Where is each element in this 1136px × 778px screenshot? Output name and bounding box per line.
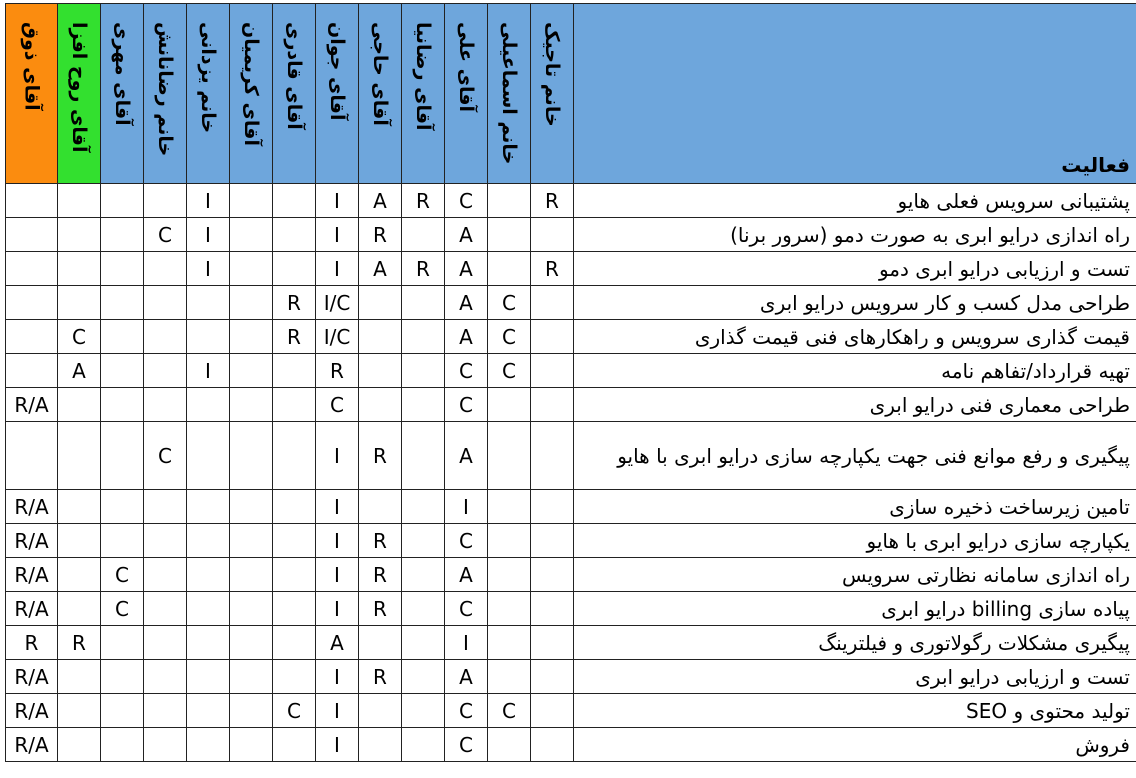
person-header: آقای مهری [101,4,144,184]
raci-cell [6,354,58,388]
raci-cell [101,184,144,218]
person-header: آقای قادری [273,4,316,184]
raci-cell: I [445,626,488,660]
raci-cell [230,184,273,218]
raci-cell [230,694,273,728]
raci-matrix [5,3,1136,762]
raci-cell [402,286,445,320]
raci-cell [531,694,574,728]
raci-cell [58,592,101,626]
table-row [6,660,1136,694]
activity-cell: پشتیبانی سرویس فعلی هایو [574,184,1136,218]
raci-cell [402,694,445,728]
raci-cell [101,320,144,354]
raci-cell [58,388,101,422]
raci-cell: C [488,694,531,728]
raci-cell [187,558,230,592]
raci-cell [187,592,230,626]
table-row [6,626,1136,660]
raci-cell [187,422,230,490]
raci-cell [6,320,58,354]
raci-cell [58,728,101,762]
raci-cell [230,626,273,660]
activity-cell: تست و ارزیابی درایو ابری دمو [574,252,1136,286]
raci-cell [273,218,316,252]
raci-cell [144,354,187,388]
activity-cell: پیگیری و رفع موانع فنی جهت یکپارچه سازی درایو ابری با هایو [574,422,1136,490]
raci-cell [187,320,230,354]
raci-cell: R [316,354,359,388]
raci-cell: R [6,626,58,660]
raci-cell: I [316,694,359,728]
raci-cell [273,422,316,490]
raci-cell [144,320,187,354]
activity-cell: طراحی معماری فنی درایو ابری [574,388,1136,422]
raci-cell [402,626,445,660]
raci-cell [273,184,316,218]
raci-cell: I/C [316,286,359,320]
raci-cell [488,252,531,286]
raci-cell: R [402,184,445,218]
raci-cell [144,184,187,218]
raci-cell: C [144,218,187,252]
raci-cell [230,524,273,558]
raci-cell [101,286,144,320]
raci-cell: A [445,660,488,694]
raci-cell [359,694,402,728]
raci-cell: A [359,184,402,218]
raci-cell [402,660,445,694]
raci-cell: A [445,252,488,286]
person-header: خانم رضانانش [144,4,187,184]
raci-cell [531,354,574,388]
table-row [6,524,1136,558]
activity-cell: طراحی مدل کسب و کار سرویس درایو ابری [574,286,1136,320]
raci-cell: R [359,422,402,490]
raci-cell: R [359,218,402,252]
raci-cell: I [187,218,230,252]
raci-cell [488,218,531,252]
activity-cell: پیگیری مشکلات رگولاتوری و فیلترینگ [574,626,1136,660]
raci-cell: R/A [6,558,58,592]
raci-cell [6,184,58,218]
raci-cell [144,558,187,592]
raci-cell: R [402,252,445,286]
raci-cell: R [359,524,402,558]
raci-cell [273,354,316,388]
raci-cell [230,286,273,320]
activity-cell: تولید محتوی و SEO [574,694,1136,728]
raci-cell [402,592,445,626]
person-header: آقای جوان [316,4,359,184]
raci-cell [230,660,273,694]
raci-cell: R [273,286,316,320]
raci-cell [230,388,273,422]
raci-cell: I/C [316,320,359,354]
person-header: آقای علی [445,4,488,184]
raci-cell: R/A [6,490,58,524]
table-row [6,558,1136,592]
raci-cell [488,490,531,524]
raci-cell [402,490,445,524]
raci-cell: A [445,286,488,320]
raci-cell [531,728,574,762]
raci-cell [230,592,273,626]
raci-cell [402,354,445,388]
raci-cell: R [58,626,101,660]
raci-cell [488,524,531,558]
raci-cell [402,558,445,592]
raci-cell [531,558,574,592]
raci-cell: R [359,660,402,694]
raci-cell: I [316,184,359,218]
activity-cell: تهیه قرارداد/تفاهم نامه [574,354,1136,388]
raci-cell [58,422,101,490]
raci-cell [230,320,273,354]
raci-cell: I [316,592,359,626]
raci-cell [402,218,445,252]
raci-cell: C [488,354,531,388]
raci-cell: R [359,592,402,626]
raci-cell: I [316,490,359,524]
raci-cell: C [273,694,316,728]
raci-cell: R [359,558,402,592]
raci-cell [531,524,574,558]
raci-cell [58,286,101,320]
person-header: خانم یزدانی [187,4,230,184]
raci-cell: I [187,354,230,388]
raci-cell [58,558,101,592]
raci-cell: C [488,320,531,354]
raci-cell: C [445,354,488,388]
raci-cell [359,728,402,762]
table-row [6,592,1136,626]
raci-cell: A [445,218,488,252]
raci-cell [101,388,144,422]
raci-cell [273,626,316,660]
raci-cell [144,252,187,286]
raci-cell: C [488,286,531,320]
raci-cell [101,354,144,388]
raci-cell [187,286,230,320]
raci-cell [230,490,273,524]
raci-cell [359,354,402,388]
raci-cell: C [144,422,187,490]
raci-cell [273,592,316,626]
raci-cell [187,524,230,558]
raci-cell [187,626,230,660]
raci-cell: R/A [6,388,58,422]
activity-cell: یکپارچه سازی درایو ابری با هایو [574,524,1136,558]
activity-cell: قیمت گذاری سرویس و راهکارهای فنی قیمت گذاری [574,320,1136,354]
raci-cell [187,694,230,728]
raci-cell [488,388,531,422]
raci-cell: I [187,184,230,218]
raci-cell: C [58,320,101,354]
activity-cell: تست و ارزیابی درایو ابری [574,660,1136,694]
raci-cell [273,490,316,524]
raci-cell: R/A [6,592,58,626]
raci-cell [402,388,445,422]
raci-cell [359,320,402,354]
raci-cell [101,728,144,762]
person-header: خانم تاجیک [531,4,574,184]
raci-cell [531,490,574,524]
raci-cell: C [101,558,144,592]
table-row [6,286,1136,320]
raci-cell [101,524,144,558]
table-row [6,320,1136,354]
raci-cell [144,728,187,762]
raci-cell: I [445,490,488,524]
table-row [6,252,1136,286]
activity-cell: راه اندازی سامانه نظارتی سرویس [574,558,1136,592]
raci-cell [144,524,187,558]
raci-cell [230,354,273,388]
raci-cell: C [445,184,488,218]
header-row [6,4,1136,184]
raci-cell [101,218,144,252]
raci-cell [101,626,144,660]
raci-cell [531,388,574,422]
raci-cell [230,218,273,252]
table-row [6,354,1136,388]
raci-cell [402,320,445,354]
raci-cell [359,388,402,422]
table-row [6,184,1136,218]
raci-cell [488,592,531,626]
raci-cell: A [58,354,101,388]
raci-cell [531,320,574,354]
raci-cell [230,422,273,490]
table-row [6,422,1136,490]
raci-cell: I [316,422,359,490]
raci-cell [187,728,230,762]
raci-cell [531,218,574,252]
activity-cell: تامین زیرساخت ذخیره سازی [574,490,1136,524]
raci-cell: R/A [6,660,58,694]
raci-cell: C [445,388,488,422]
raci-cell: I [316,558,359,592]
raci-cell [273,728,316,762]
activity-cell: پیاده سازی billing درایو ابری [574,592,1136,626]
raci-body [6,184,1136,762]
raci-cell [230,558,273,592]
raci-cell [187,490,230,524]
raci-cell [531,592,574,626]
raci-cell [402,422,445,490]
raci-cell [488,660,531,694]
person-header: آقای کریمیان [230,4,273,184]
raci-cell [58,660,101,694]
raci-cell [144,592,187,626]
raci-cell [58,184,101,218]
raci-cell [531,422,574,490]
person-header: آقای رضانیا [402,4,445,184]
raci-cell: C [445,728,488,762]
raci-cell [488,728,531,762]
raci-cell [488,184,531,218]
raci-cell [273,660,316,694]
activity-cell: راه اندازی درایو ابری به صورت دمو (سرور برنا) [574,218,1136,252]
raci-cell: I [316,218,359,252]
raci-cell [488,626,531,660]
raci-cell [101,252,144,286]
raci-cell: C [445,592,488,626]
raci-cell [58,252,101,286]
raci-cell [101,660,144,694]
person-header: آقای ذوق [6,4,58,184]
raci-cell [101,490,144,524]
raci-cell [402,524,445,558]
raci-cell [58,524,101,558]
person-header: خانم اسماعیلی [488,4,531,184]
raci-cell: C [445,524,488,558]
raci-cell: A [445,558,488,592]
raci-cell [531,626,574,660]
raci-cell [6,252,58,286]
raci-cell [488,422,531,490]
raci-cell: C [316,388,359,422]
raci-cell [187,388,230,422]
raci-cell [144,660,187,694]
raci-cell [488,558,531,592]
raci-cell: R [531,184,574,218]
raci-cell: A [445,422,488,490]
person-header: آقای حاجی [359,4,402,184]
raci-cell [101,694,144,728]
table-row [6,388,1136,422]
raci-cell [359,490,402,524]
raci-cell [273,524,316,558]
raci-cell: R [273,320,316,354]
activity-cell: فروش [574,728,1136,762]
raci-cell: R [531,252,574,286]
raci-cell [144,694,187,728]
raci-cell: A [316,626,359,660]
table-row [6,490,1136,524]
raci-cell: I [316,252,359,286]
person-header: آقای روح افزا [58,4,101,184]
raci-cell: I [316,524,359,558]
raci-cell: C [445,694,488,728]
raci-cell [273,252,316,286]
raci-cell: R/A [6,524,58,558]
raci-cell [230,728,273,762]
raci-cell [273,558,316,592]
raci-cell [359,626,402,660]
raci-cell [58,218,101,252]
table-row [6,694,1136,728]
activity-column-header: فعالیت [574,4,1136,184]
raci-cell: I [316,660,359,694]
raci-cell: I [187,252,230,286]
raci-cell [273,388,316,422]
raci-cell [402,728,445,762]
raci-cell [187,660,230,694]
raci-cell [144,490,187,524]
raci-cell [531,286,574,320]
raci-cell: I [316,728,359,762]
raci-cell [6,218,58,252]
raci-cell [6,286,58,320]
raci-cell: A [359,252,402,286]
raci-cell [230,252,273,286]
raci-cell [531,660,574,694]
raci-cell [58,490,101,524]
raci-cell [144,286,187,320]
raci-cell: A [445,320,488,354]
raci-cell [6,422,58,490]
raci-cell [359,286,402,320]
raci-cell: R/A [6,728,58,762]
raci-cell: C [101,592,144,626]
raci-cell [101,422,144,490]
table-row [6,218,1136,252]
raci-cell [144,626,187,660]
raci-cell: R/A [6,694,58,728]
raci-cell [144,388,187,422]
table-row [6,728,1136,762]
raci-cell [58,694,101,728]
